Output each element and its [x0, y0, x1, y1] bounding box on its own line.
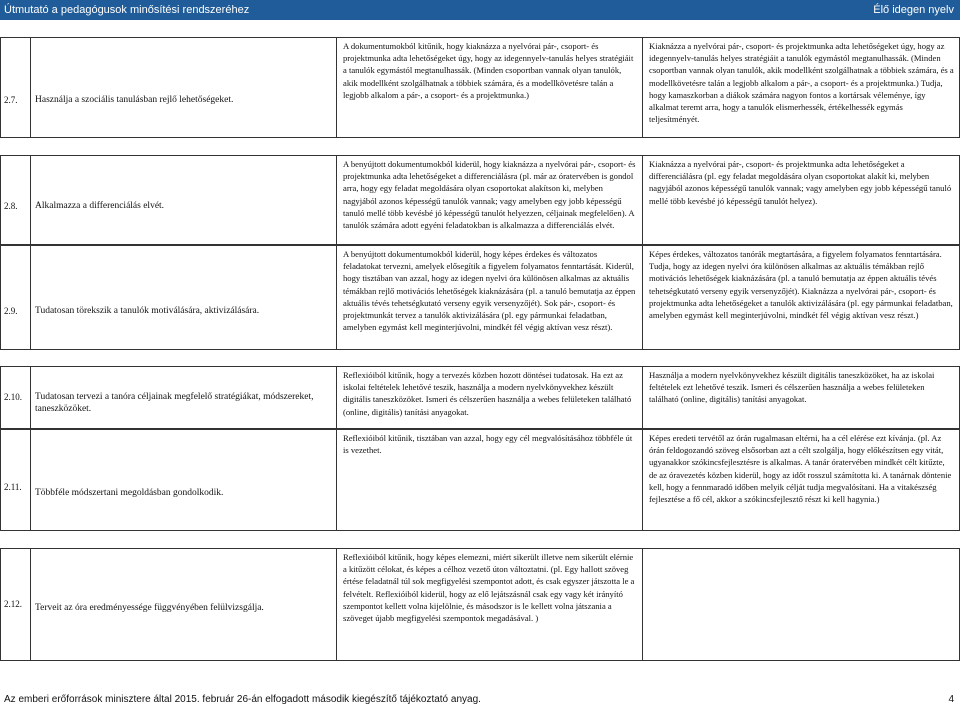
criterion-title: Tudatosan tervezi a tanóra céljainak megfelelő stratégiákat, módszereket, taneszközöket. — [35, 392, 314, 414]
documents-cell — [337, 367, 643, 428]
documents-cell — [337, 38, 643, 137]
observation-cell — [643, 549, 960, 660]
row-number: 2.10. — [4, 392, 22, 402]
documents-cell — [337, 246, 643, 349]
document-header — [0, 0, 960, 20]
criterion-title: Alkalmazza a differenciálás elvét. — [35, 201, 165, 211]
row-number-cell — [0, 549, 31, 660]
table-row — [0, 155, 960, 245]
documents-text: Reflexióiból kitűnik, tisztában van azzal, hogy egy cél megvalósításához többféle út is vezethet. — [343, 433, 633, 456]
table-row — [0, 366, 960, 429]
row-number-cell — [0, 246, 31, 349]
header-subject: Élő idegen nyelv — [873, 4, 954, 16]
row-number-cell — [0, 430, 31, 530]
criterion-title: Használja a szociális tanulásban rejlő lehetőségeket. — [35, 95, 234, 105]
observation-cell — [643, 430, 960, 530]
criterion-cell — [31, 367, 337, 428]
observation-cell — [643, 246, 960, 349]
observation-text: Kiaknázza a nyelvórai pár-, csoport- és projektmunka adta lehetőségeket a differenciálásra (pl. egy feladat megoldására olyan csoportokat alakít ki, melyben nagyjából azonos képességű tanulók vannak; vagy amelyben egy jobb képességű tanuló mellé több kevésbé jó képességű tanulót helyez). — [649, 159, 952, 206]
observation-text: Használja a modern nyelvkönyvekhez készült digitális taneszközöket, ha az iskolai feltételek ezt lehetővé teszik. Ismeri és célszerűen használja a webes felületeken található (online, digitális) tanítási anyagokat. — [649, 370, 935, 405]
row-number-cell — [0, 38, 31, 137]
observation-text: Kiaknázza a nyelvórai pár-, csoport- és projektmunka adta lehetőségeket úgy, hogy az idegennyelv-tanulás helyes stratégiáit a tanulók egymástól megtanulhassák. (Minden csoportban vannak olyan tanulók, akik modellként szolgálhatnak a többiek számára, és a modellkövetésre talán a legjobb alkalom a pár-, a csoport- és a projektmunka.) Tudja, hogy kamaszkorban a diákok számára nagyon fontos a kortársak véleménye, így alkalmat teremt arra, hogy a tanulók elismerhessék, értékelhessék egymás teljesítményét. — [649, 41, 954, 125]
documents-text: Reflexióiból kitűnik, hogy képes elemezni, miért sikerült illetve nem sikerült elérnie a kitűzött célokat, és képes a célhoz vezető úton változtatni. (pl. Egy hallott szöveg értése feladatnál túl sok megfigyelési szempontot adott, és csak egyszer játszotta le a felvételt. Reflexióiból kiderül, hogy az elő lejátszásnál csak egy vagy két irányító szempontot kellett volna kijelölnie, és másodszor is le kellett volna játszania a szöveget újabb megfigyelési szempontok megadásával. ) — [343, 552, 635, 624]
row-number: 2.11. — [4, 482, 22, 492]
header-title: Útmutató a pedagógusok minősítési rendszeréhez — [4, 4, 250, 16]
observation-cell — [643, 156, 960, 244]
observation-text: Képes eredeti tervétől az órán rugalmasan eltérni, ha a cél elérése ezt kívánja. (pl. Az órán feldogozandó szöveg elsősorban azt a célt szolgálja, hogy előkészítsen egy vitát, ugyanakkor szókincsfejlesztésre is alkalmas. A tanár óratervében mindkét célt kitűzte, de az óravezetés közben kiderül, hogy az időt rosszul számította ki. A tanárnak döntenie kell, hogy a fennmaradó időben melyik célját tudja megvalósítani. Ha a vitakészség fejlesztése a fő cél, akkor a szókincsfejlesztő részt ki kell hagynia.) — [649, 433, 952, 505]
row-number-cell — [0, 156, 31, 244]
criterion-cell — [31, 38, 337, 137]
criterion-cell — [31, 156, 337, 244]
criterion-cell — [31, 430, 337, 530]
table-row — [0, 37, 960, 138]
documents-text: A benyújtott dokumentumokból kiderül, hogy kiaknázza a nyelvórai pár-, csoport- és projektmunka adta lehetőségeket a differenciálásra (pl. már az óratervében is gondol arra, hogy egy feladat megoldására olyan csoportokat alakítson ki, melyben nagyjából azonos képességű tanulók vannak; vagy amelyben egy jobb képességű tanuló mellé több kevésbé jó képességű tanulót helyezzen, céljainak megfelelően). A tanulók számára adott egyéni feladatokban is alkalmazza a differenciálás elvét. — [343, 159, 636, 231]
row-number: 2.8. — [4, 201, 18, 211]
documents-text: A dokumentumokból kitűnik, hogy kiaknázza a nyelvórai pár-, csoport- és projektmunka adta lehetőségeket úgy, hogy az idegennyelv-tanulás helyes stratégiáit a tanulók egymástól megtanulhassák. (Minden csoportban vannak olyan tanulók, akik modellként szolgálhatnak a többiek számára, és a modellkövetésre talán a legjobb alkalom a pár-, a csoport- és a projektmunka.) — [343, 41, 634, 100]
criterion-cell — [31, 246, 337, 349]
observation-cell — [643, 38, 960, 137]
documents-text: Reflexióiból kitűnik, hogy a tervezés közben hozott döntései tudatosak. Ha ezt az iskolai feltételek lehetővé teszik, használja a modern nyelvkönyvekhez készült digitális taneszközöket. Ismeri és célszerűen használja a webes felületeken található (online, digitális) tanítási anyagokat. — [343, 370, 632, 417]
footer-text: Az emberi erőforrások minisztere által 2015. február 26-án elfogadott második kiegészítő tájékoztató anyag. — [4, 694, 481, 705]
criterion-title: Terveit az óra eredményessége függvényében felülvizsgálja. — [35, 603, 264, 613]
observation-text: Képes érdekes, változatos tanórák megtartására, a figyelem folyamatos fenntartására. Tudja, hogy az idegen nyelvi óra különösen alkalmas az aktuális témákban rejlő motivációs lehetőségek kiaknázására (pl. a tanuló bemutatja az éppen aktuális tévés tehetségkutató verseny egyik versenyzőjét). Kiaknázza a nyelvórai pár-, csoport- és projektmunka adta lehetőségeket a tanulók aktivizálására (pl. egy pármunkai feladatban, amelyben egymást kell meginterjúvolni, mindkét fél végig aktívan vesz részt.) — [649, 249, 953, 321]
documents-cell — [337, 430, 643, 530]
observation-cell — [643, 367, 960, 428]
documents-text: A benyújtott dokumentumokból kiderül, hogy képes érdekes és változatos feladatokat tervezni, amelyek elősegítik a figyelem folyamatos fenntartását. Kiderül, hogy tisztában van azzal, hogy az idegen nyelvi óra különösen alkalmas az aktuális témákban rejlő motivációs lehetőségek kiaknázására (pl. a tanuló bemutatja az éppen aktuális tévés tehetségkutató verseny egyik versenyzőjét). Sok pár-, csoport- és projektmunkát tervez a tanulók aktivizálására (pl. egy pármunkai feladatban, amelyben egymást kell meginterjúvolni, mindkét fél végig aktívan vesz részt). — [343, 249, 636, 333]
table-row — [0, 245, 960, 350]
row-number: 2.12. — [4, 599, 22, 609]
row-number-cell — [0, 367, 31, 428]
row-number: 2.7. — [4, 95, 18, 105]
documents-cell — [337, 156, 643, 244]
row-number: 2.9. — [4, 306, 18, 316]
criterion-cell — [31, 549, 337, 660]
table-row — [0, 429, 960, 531]
page-number: 4 — [948, 694, 954, 705]
criterion-title: Tudatosan törekszik a tanulók motiválására, aktivizálására. — [35, 306, 260, 316]
criterion-title: Többféle módszertani megoldásban gondolkodik. — [35, 488, 224, 498]
document-footer — [0, 691, 960, 709]
table-row — [0, 548, 960, 661]
documents-cell — [337, 549, 643, 660]
